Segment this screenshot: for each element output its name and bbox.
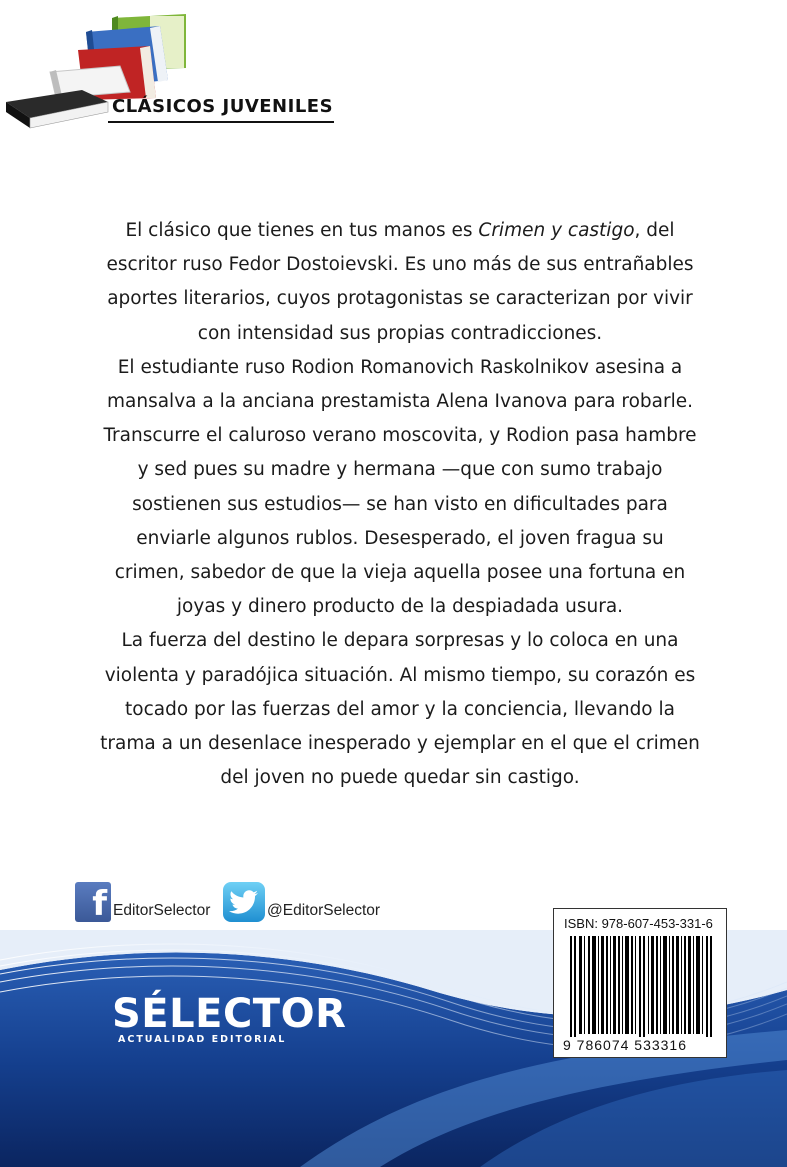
twitter-bird-icon	[223, 882, 265, 922]
isbn-barcode	[553, 908, 727, 1058]
facebook-label: EditorSelector	[113, 902, 211, 919]
synopsis-paragraph-1: El clásico que tienes en tus manos es Crimen y castigo, del escritor ruso Fedor Dostoievski. Es uno más de sus entrañables aportes literarios, cuyos protagonistas se caracterizan por vivir con intensidad sus propias contradicciones.	[106, 220, 694, 344]
barcode-bars	[562, 936, 720, 1044]
synopsis-paragraph-3: La fuerza del destino le depara sorpresas y lo coloca en una violenta y paradójica situación. Al mismo tiempo, su corazón es tocado por las fuerzas del amor y la conciencia, llevando la trama a un desenlace inesperado y ejemplar en el que el crimen del joven no puede quedar sin castigo.	[100, 630, 700, 789]
series-title: CLÁSICOS JUVENILES	[112, 96, 334, 117]
back-cover-synopsis	[100, 214, 700, 795]
series-underline	[108, 121, 334, 123]
ean-digits: 9 786074 533316	[563, 1037, 721, 1053]
twitter-label: @EditorSelector	[267, 902, 381, 919]
isbn-label: ISBN: 978-607-453-331-6	[564, 916, 713, 931]
twitter-handle[interactable]	[223, 878, 380, 922]
facebook-icon: f	[75, 882, 111, 922]
synopsis-paragraph-2: El estudiante ruso Rodion Romanovich Raskolnikov asesina a mansalva a la anciana prestamista Alena Ivanova para robarle. Transcurre el caluroso verano moscovita, y Rodion pasa hambre y sed pues su madre y hermana —que con sumo trabajo sostienen sus estudios— se han visto en dificultades para enviarle algunos rublos. Desesperado, el joven fragua su crimen, sabedor de que la vieja aquella posee una fortuna en joyas y dinero producto de la despiadada usura.	[103, 356, 697, 618]
series-logo	[0, 0, 360, 135]
book-title-italic: Crimen y castigo	[478, 220, 635, 241]
publisher-tagline: ACTUALIDAD EDITORIAL	[118, 1034, 287, 1045]
publisher-logo: SÉLECTOR	[112, 991, 347, 1037]
facebook-handle[interactable]	[75, 878, 210, 922]
